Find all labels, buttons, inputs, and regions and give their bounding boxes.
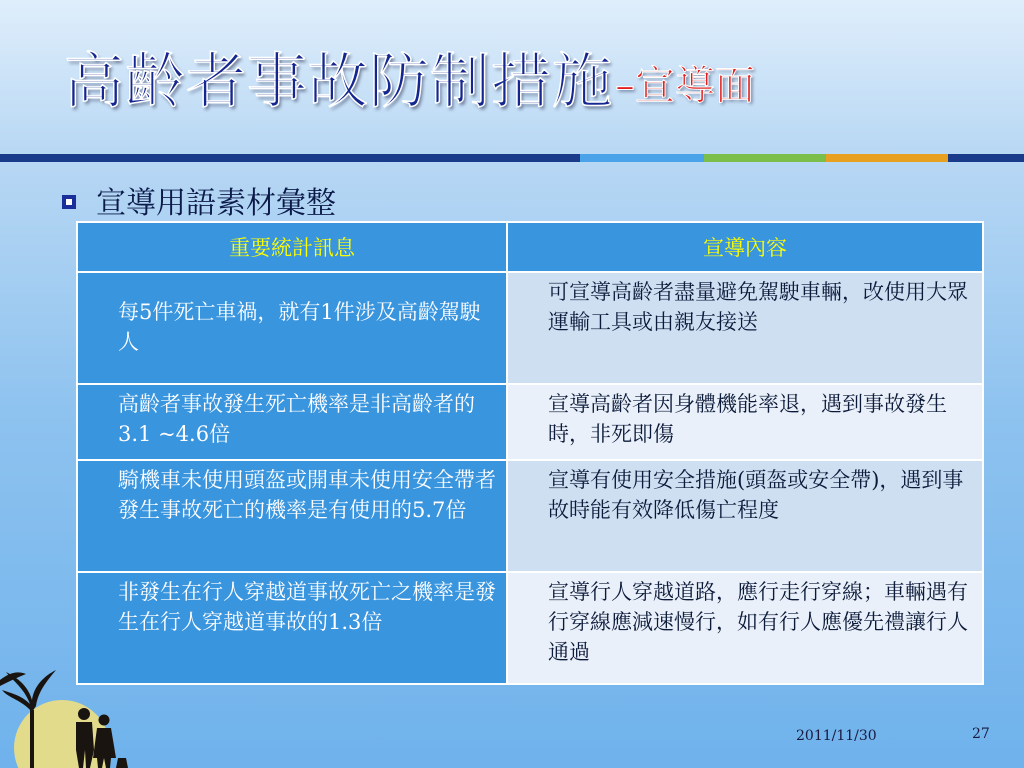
footer-date: 2011/11/30 bbox=[796, 728, 877, 744]
bullet-text: 宣導用語素材彙整 bbox=[96, 186, 336, 221]
table-row bbox=[77, 384, 983, 460]
elderly-couple-silhouette-image bbox=[0, 640, 140, 768]
content-cell: 宣導行人穿越道路，應行走行穿線；車輛遇有行穿線應減速慢行，如有行人應優先禮讓行人通過 bbox=[507, 572, 983, 684]
page-number: 27 bbox=[972, 726, 990, 742]
square-bullet-icon bbox=[62, 195, 76, 209]
content-cell: 宣導有使用安全措施(頭盔或安全帶)，遇到事故時能有效降低傷亡程度 bbox=[507, 460, 983, 572]
title-main: 高齡者事故防制措施 bbox=[64, 47, 613, 117]
table-row bbox=[77, 572, 983, 684]
header-content: 宣導內容 bbox=[507, 222, 983, 272]
content-cell: 宣導高齡者因身體機能率退，遇到事故發生時，非死即傷 bbox=[507, 384, 983, 460]
title-divider bbox=[0, 154, 1024, 162]
statistic-cell: 高齡者事故發生死亡機率是非高齡者的3.1 ~4.6倍 bbox=[77, 384, 507, 460]
table-row bbox=[77, 460, 983, 572]
header-statistics: 重要統計訊息 bbox=[77, 222, 507, 272]
divider-segment bbox=[704, 154, 826, 162]
statistic-cell: 騎機車未使用頭盔或開車未使用安全帶者發生事故死亡的機率是有使用的5.7倍 bbox=[77, 460, 507, 572]
divider-segment bbox=[0, 154, 580, 162]
info-table bbox=[76, 221, 984, 685]
table-header-row bbox=[77, 222, 983, 272]
bullet-item bbox=[62, 178, 336, 222]
divider-segment bbox=[826, 154, 948, 162]
statistic-cell: 非發生在行人穿越道事故死亡之機率是發生在行人穿越道事故的1.3倍 bbox=[77, 572, 507, 684]
content-cell: 可宣導高齡者盡量避免駕駛車輛，改使用大眾運輸工具或由親友接送 bbox=[507, 272, 983, 384]
statistic-cell: 每5件死亡車禍，就有1件涉及高齡駕駛人 bbox=[77, 272, 507, 384]
slide-title bbox=[64, 36, 755, 116]
title-subtitle: –宣導面 bbox=[615, 63, 755, 109]
divider-segment bbox=[580, 154, 704, 162]
table-row bbox=[77, 272, 983, 384]
divider-segment bbox=[948, 154, 1024, 162]
